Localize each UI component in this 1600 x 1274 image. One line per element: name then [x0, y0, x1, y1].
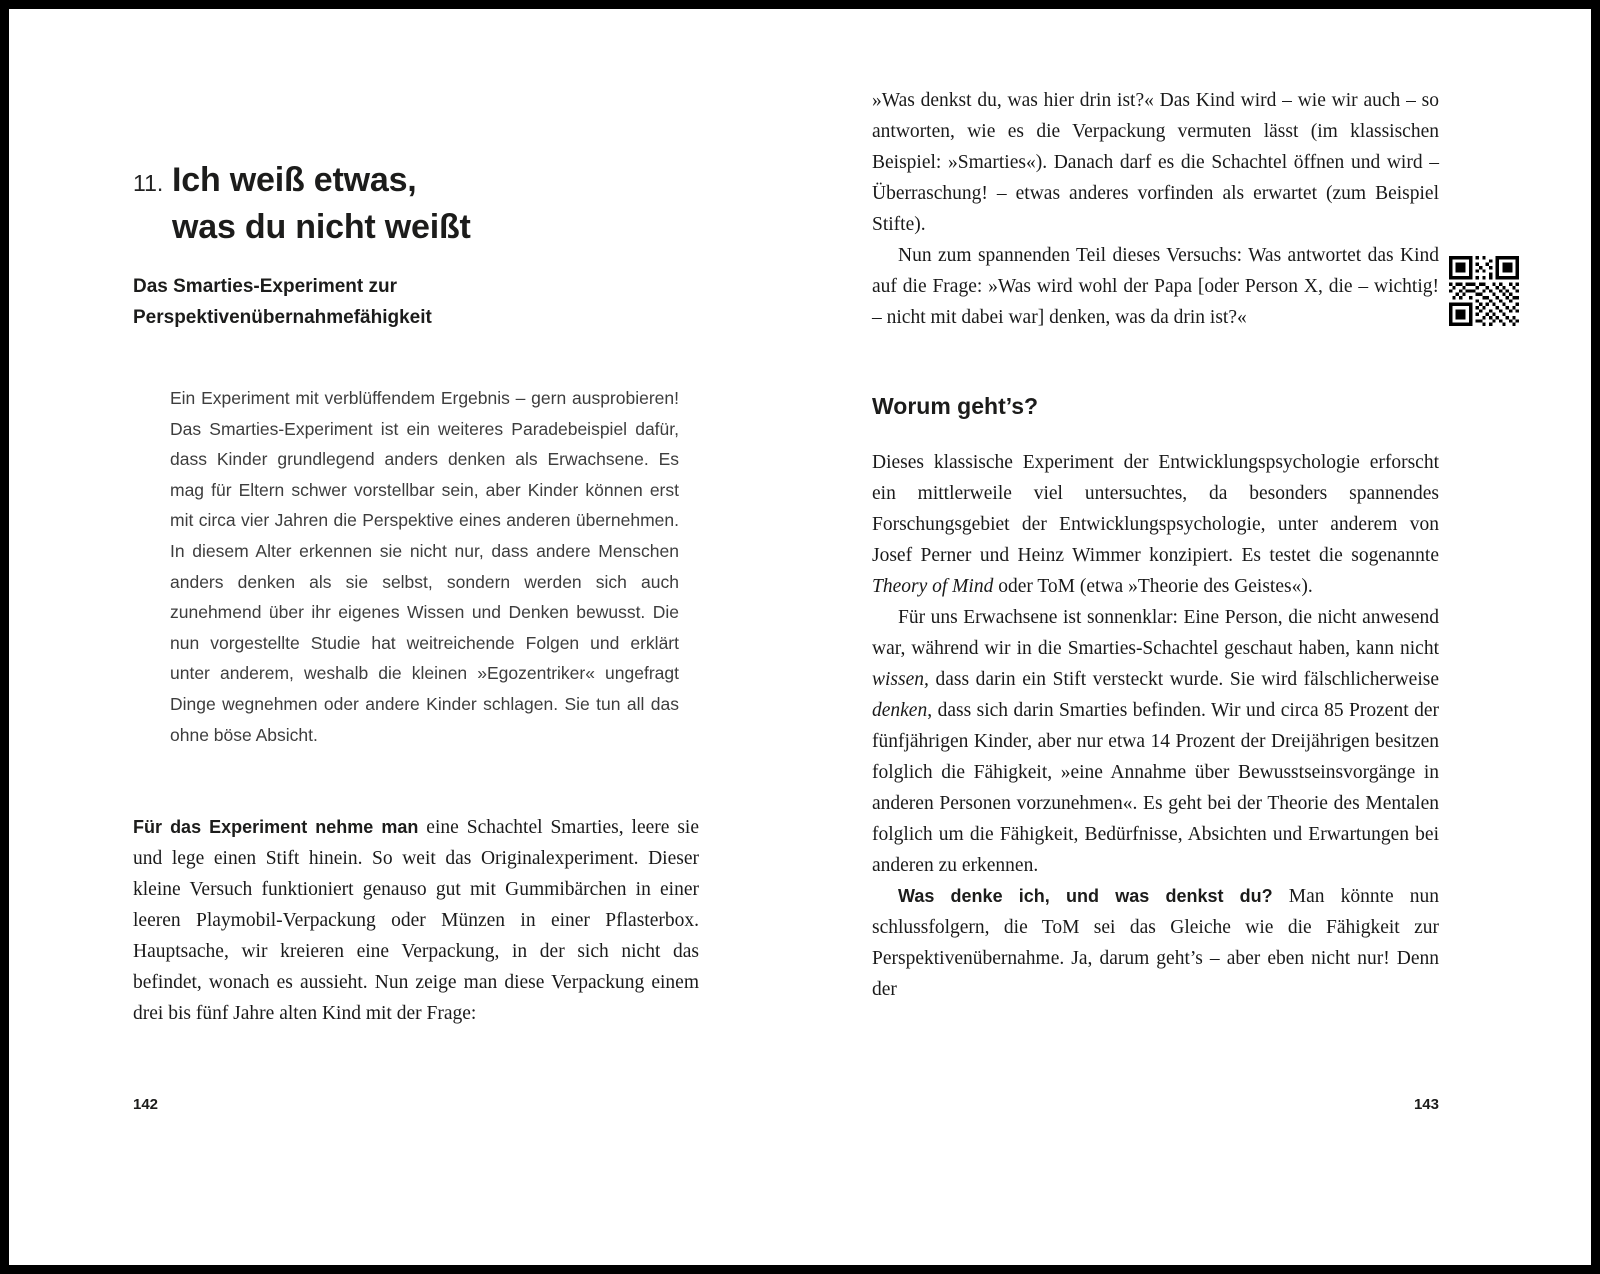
- adults-paragraph-text: Für uns Erwachsene ist sonnenklar: Eine Person, die nicht anwesend war, während wir in die Smarties-Schachtel geschaut haben, kann nicht: [872, 607, 1439, 659]
- intro-paragraph: Ein Experiment mit verblüffendem Ergebnis – gern ausprobieren! Das Smarties-Experiment ist ein weiteres Paradebeispiel dafür, dass Kinder grundlegend anders denken als Erwachsene. Es mag für Eltern schwer vorstellbar sein, aber Kinder können erst mit circa vier Jahren die Perspektive eines anderen übernehmen. In diesem Alter erkennen sie nicht nur, dass andere Menschen anders denken als sie selbst, sondern werden sich auch zunehmend über ihr eigenes Wissen und Denken bewusst. Die nun vorgestellte Studie hat weitreichende Folgen und erklärt unter anderem, weshalb die kleinen »Egozentriker« ungefragt Dinge wegnehmen oder andere Kinder schlagen. Sie tun all das ohne böse Absicht.: [170, 388, 679, 745]
- conclusion-paragraph: [872, 881, 1439, 1005]
- theory-paragraph-text-end: oder ToM (etwa »Theorie des Geistes«).: [993, 576, 1313, 597]
- theory-of-mind-italic: Theory of Mind: [872, 576, 994, 597]
- page-paper: [9, 9, 1591, 1265]
- left-page: [133, 9, 699, 1265]
- qr-code-icon: [1449, 256, 1519, 326]
- right-page: [872, 9, 1439, 1265]
- chapter-number: 11.: [133, 170, 164, 196]
- experiment-paragraph-text: eine Schachtel Smarties, leere sie und lege einen Stift hinein. So weit das Originalexperiment. Dieser kleine Versuch funktioniert genauso gut mit Gummibärchen in einer leeren Playmobil-Verpackung oder Münzen in einer Pflasterbox. Hauptsache, wir kreieren eine Verpackung, in der sich nicht das befindet, wonach es aussieht. Nun zeige man diese Verpackung einem drei bis fünf Jahre alten Kind mit der Frage:: [133, 817, 700, 1025]
- section-heading: Worum geht’s?: [872, 393, 1039, 419]
- theory-paragraph: [872, 447, 1439, 602]
- chapter-heading: [133, 157, 699, 251]
- continuation-paragraph: »Was denkst du, was hier drin ist?« Das Kind wird – wie wir auch – so antworten, wie es die Verpackung vermuten lässt (im klassischen Beispiel: »Smarties«). Danach darf es die Schachtel öffnen und wird – Überraschung! – etwas anderes vorfinden als erwartet (zum Beispiel Stifte).: [872, 90, 1439, 235]
- chapter-title: [172, 157, 471, 251]
- page-number-right: 143: [1413, 1096, 1439, 1113]
- conclusion-paragraph-lead: Was denke ich, und was denkst du?: [898, 886, 1273, 906]
- experiment-paragraph: [133, 812, 699, 1029]
- adults-paragraph-text3: , dass sich darin Smarties befinden. Wir und circa 85 Prozent der fünfjährigen Kinder, aber nur etwa 14 Prozent der Dreijährigen besitzen folglich die Fähigkeit, »eine Annahme über Bewusstseinsvorgänge in anderen Personen vorzunehmen«. Es geht bei der Theorie des Mentalen folglich um die Fähigkeit, Bedürfnisse, Absichten und Erwartungen bei anderen zu erkennen.: [872, 700, 1439, 876]
- theory-paragraph-text: Dieses klassische Experiment der Entwicklungspsychologie erforscht ein mittlerweile viel untersuchtes, da besonders spannendes Forschungsgebiet der Entwicklungspsychologie, unter anderem von Josef Perner und Heinz Wimmer konzipiert. Es testet die sogenannte: [872, 452, 1439, 566]
- chapter-subtitle-line1: Das Smarties-Experiment zur: [133, 276, 397, 297]
- conclusion-paragraph-text: Man könnte nun schlussfolgern, die ToM sei das Gleiche wie die Fähigkeit zur Perspektivenübernahme. Ja, darum geht’s – aber eben nicht nur! Denn der: [872, 886, 1439, 1000]
- adults-paragraph-text2: dass darin ein Stift versteckt wurde. Sie wird fälschlicherweise: [928, 669, 1439, 690]
- chapter-title-line2: was du nicht weißt: [172, 208, 471, 246]
- denken-italic: denken: [872, 700, 928, 721]
- chapter-subtitle-line2: Perspektivenübernahmefähigkeit: [133, 307, 432, 328]
- page-number-left: 142: [133, 1096, 159, 1113]
- wissen-italic: wissen,: [872, 669, 929, 690]
- question-paragraph: Nun zum spannenden Teil dieses Versuchs: Was antwortet das Kind auf die Frage: »Was wird wohl der Papa [oder Person X, die – wichtig! – nicht mit dabei war] denken, was da drin ist?«: [872, 245, 1439, 328]
- chapter-subtitle: [133, 271, 699, 333]
- chapter-title-line1: Ich weiß etwas,: [172, 161, 417, 199]
- experiment-paragraph-lead: Für das Experiment nehme man: [133, 817, 419, 838]
- adults-paragraph: [872, 602, 1439, 881]
